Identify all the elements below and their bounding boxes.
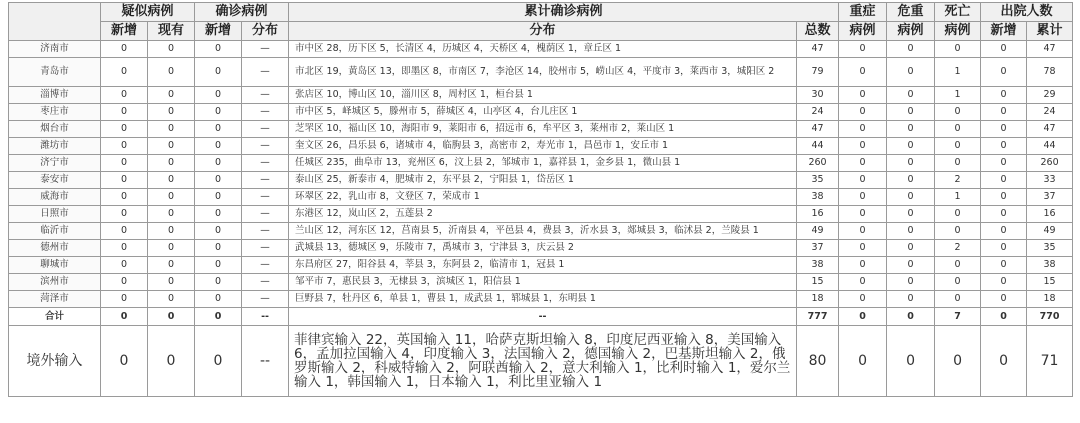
death-cases: 2 bbox=[935, 172, 981, 189]
confirmed-distribution: — bbox=[242, 41, 289, 58]
discharged-new: 0 bbox=[981, 274, 1027, 291]
city-name: 日照市 bbox=[9, 206, 101, 223]
confirmed-distribution: — bbox=[242, 121, 289, 138]
table-row bbox=[9, 58, 1073, 87]
confirmed-distribution: — bbox=[242, 291, 289, 308]
suspected-existing: 0 bbox=[148, 87, 195, 104]
suspected-existing: 0 bbox=[148, 223, 195, 240]
city-name: 济宁市 bbox=[9, 155, 101, 172]
discharged-header: 出院人数 bbox=[981, 3, 1073, 22]
critical-cases: 0 bbox=[887, 121, 935, 138]
cumulative-total: 44 bbox=[797, 138, 839, 155]
confirmed-new: 0 bbox=[195, 155, 242, 172]
cumulative-total: 47 bbox=[797, 121, 839, 138]
discharged-cumulative: 47 bbox=[1027, 41, 1073, 58]
suspected-existing: 0 bbox=[148, 138, 195, 155]
table-row bbox=[9, 172, 1073, 189]
confirmed-distribution-header: 分布 bbox=[242, 22, 289, 41]
death-cases: 2 bbox=[935, 240, 981, 257]
total-cumulative-total: 777 bbox=[797, 308, 839, 326]
foreign-death: 0 bbox=[935, 326, 981, 397]
confirmed-distribution: — bbox=[242, 274, 289, 291]
foreign-discharged-cumulative: 71 bbox=[1027, 326, 1073, 397]
suspected-existing-header: 现有 bbox=[148, 22, 195, 41]
city-name: 威海市 bbox=[9, 189, 101, 206]
suspected-header: 疑似病例 bbox=[101, 3, 195, 22]
confirmed-new: 0 bbox=[195, 223, 242, 240]
cumulative-distribution: 邹平市 7，惠民县 3，无棣县 3，滨城区 1，阳信县 1 bbox=[289, 274, 797, 291]
confirmed-new: 0 bbox=[195, 206, 242, 223]
suspected-new-header: 新增 bbox=[101, 22, 148, 41]
death-header: 死亡 bbox=[935, 3, 981, 22]
confirmed-new: 0 bbox=[195, 87, 242, 104]
death-cases: 0 bbox=[935, 41, 981, 58]
suspected-new: 0 bbox=[101, 240, 148, 257]
foreign-confirmed-distribution: -- bbox=[242, 326, 289, 397]
discharged-new: 0 bbox=[981, 240, 1027, 257]
suspected-new: 0 bbox=[101, 206, 148, 223]
suspected-existing: 0 bbox=[148, 257, 195, 274]
cumulative-distribution: 东昌府区 27，阳谷县 4，莘县 3，东阿县 2，临清市 1，冠县 1 bbox=[289, 257, 797, 274]
confirmed-header: 确诊病例 bbox=[195, 3, 289, 22]
cumulative-header: 累计确诊病例 bbox=[289, 3, 839, 22]
city-name: 滨州市 bbox=[9, 274, 101, 291]
cumulative-distribution: 巨野县 7，牡丹区 6，单县 1，曹县 1，成武县 1，郓城县 1，东明县 1 bbox=[289, 291, 797, 308]
critical-cases: 0 bbox=[887, 58, 935, 87]
epidemic-data-table bbox=[8, 2, 1073, 397]
confirmed-distribution: — bbox=[242, 104, 289, 121]
city-header bbox=[9, 3, 101, 41]
total-suspected-new: 0 bbox=[101, 308, 148, 326]
discharged-cumulative: 33 bbox=[1027, 172, 1073, 189]
discharged-new: 0 bbox=[981, 58, 1027, 87]
city-name: 青岛市 bbox=[9, 58, 101, 87]
cumulative-distribution: 奎文区 26，昌乐县 6，诸城市 4，临朐县 3，高密市 2，寿光市 1，昌邑市 1，安丘市 1 bbox=[289, 138, 797, 155]
critical-cases: 0 bbox=[887, 138, 935, 155]
discharged-new: 0 bbox=[981, 172, 1027, 189]
city-name: 临沂市 bbox=[9, 223, 101, 240]
critical-cases: 0 bbox=[887, 240, 935, 257]
death-cases: 1 bbox=[935, 189, 981, 206]
confirmed-new-header: 新增 bbox=[195, 22, 242, 41]
city-name: 淄博市 bbox=[9, 87, 101, 104]
confirmed-new: 0 bbox=[195, 291, 242, 308]
confirmed-new: 0 bbox=[195, 104, 242, 121]
severe-cases: 0 bbox=[839, 121, 887, 138]
cumulative-total: 79 bbox=[797, 58, 839, 87]
discharged-cumulative: 47 bbox=[1027, 121, 1073, 138]
discharged-cumulative: 16 bbox=[1027, 206, 1073, 223]
table-row bbox=[9, 274, 1073, 291]
death-cases: 0 bbox=[935, 223, 981, 240]
confirmed-new: 0 bbox=[195, 172, 242, 189]
suspected-new: 0 bbox=[101, 189, 148, 206]
severe-cases: 0 bbox=[839, 155, 887, 172]
suspected-existing: 0 bbox=[148, 240, 195, 257]
table-row bbox=[9, 121, 1073, 138]
table-wrapper bbox=[8, 2, 1072, 397]
total-severe: 0 bbox=[839, 308, 887, 326]
critical-cases: 0 bbox=[887, 41, 935, 58]
city-name: 枣庄市 bbox=[9, 104, 101, 121]
severe-cases: 0 bbox=[839, 41, 887, 58]
discharged-cumulative: 38 bbox=[1027, 257, 1073, 274]
confirmed-distribution: — bbox=[242, 240, 289, 257]
discharged-new-header: 新增 bbox=[981, 22, 1027, 41]
death-cases: 0 bbox=[935, 291, 981, 308]
suspected-existing: 0 bbox=[148, 155, 195, 172]
discharged-new: 0 bbox=[981, 291, 1027, 308]
table-header bbox=[9, 3, 1073, 41]
critical-header: 危重 bbox=[887, 3, 935, 22]
death-cases: 0 bbox=[935, 121, 981, 138]
confirmed-new: 0 bbox=[195, 240, 242, 257]
suspected-existing: 0 bbox=[148, 274, 195, 291]
discharged-cumulative: 15 bbox=[1027, 274, 1073, 291]
suspected-new: 0 bbox=[101, 291, 148, 308]
confirmed-new: 0 bbox=[195, 138, 242, 155]
cumulative-total: 37 bbox=[797, 240, 839, 257]
foreign-cumulative-total: 80 bbox=[797, 326, 839, 397]
suspected-existing: 0 bbox=[148, 172, 195, 189]
cumulative-total: 49 bbox=[797, 223, 839, 240]
critical-cases-header: 病例 bbox=[887, 22, 935, 41]
cumulative-distribution: 兰山区 12，河东区 12，莒南县 5，沂南县 4，平邑县 4，费县 3，沂水县 3，郯城县 3，临沭县 2，兰陵县 1 bbox=[289, 223, 797, 240]
table-row bbox=[9, 206, 1073, 223]
confirmed-distribution: — bbox=[242, 58, 289, 87]
table-row bbox=[9, 257, 1073, 274]
death-cases-header: 病例 bbox=[935, 22, 981, 41]
discharged-new: 0 bbox=[981, 206, 1027, 223]
severe-cases: 0 bbox=[839, 172, 887, 189]
discharged-cumulative: 24 bbox=[1027, 104, 1073, 121]
foreign-import-row bbox=[9, 326, 1073, 397]
confirmed-distribution: — bbox=[242, 155, 289, 172]
critical-cases: 0 bbox=[887, 274, 935, 291]
cumulative-distribution: 市中区 5，峄城区 5，滕州市 5，薛城区 4，山亭区 4，台儿庄区 1 bbox=[289, 104, 797, 121]
cumulative-distribution: 张店区 10，博山区 10，淄川区 8，周村区 1，桓台县 1 bbox=[289, 87, 797, 104]
foreign-confirmed-new: 0 bbox=[195, 326, 242, 397]
severe-header: 重症 bbox=[839, 3, 887, 22]
total-cumulative-distribution: -- bbox=[289, 308, 797, 326]
death-cases: 0 bbox=[935, 274, 981, 291]
confirmed-new: 0 bbox=[195, 41, 242, 58]
cumulative-total: 24 bbox=[797, 104, 839, 121]
discharged-cumulative: 37 bbox=[1027, 189, 1073, 206]
discharged-cumulative: 29 bbox=[1027, 87, 1073, 104]
discharged-new: 0 bbox=[981, 138, 1027, 155]
critical-cases: 0 bbox=[887, 257, 935, 274]
critical-cases: 0 bbox=[887, 172, 935, 189]
table-body bbox=[9, 41, 1073, 397]
severe-cases: 0 bbox=[839, 274, 887, 291]
foreign-suspected-new: 0 bbox=[101, 326, 148, 397]
total-discharged-new: 0 bbox=[981, 308, 1027, 326]
confirmed-distribution: — bbox=[242, 138, 289, 155]
critical-cases: 0 bbox=[887, 206, 935, 223]
discharged-cumulative: 78 bbox=[1027, 58, 1073, 87]
total-confirmed-distribution: -- bbox=[242, 308, 289, 326]
death-cases: 0 bbox=[935, 138, 981, 155]
cumulative-total: 38 bbox=[797, 189, 839, 206]
city-name: 烟台市 bbox=[9, 121, 101, 138]
city-name: 泰安市 bbox=[9, 172, 101, 189]
city-name: 聊城市 bbox=[9, 257, 101, 274]
confirmed-distribution: — bbox=[242, 206, 289, 223]
severe-cases: 0 bbox=[839, 58, 887, 87]
foreign-critical: 0 bbox=[887, 326, 935, 397]
cumulative-distribution: 泰山区 25，新泰市 4，肥城市 2，东平县 2，宁阳县 1，岱岳区 1 bbox=[289, 172, 797, 189]
confirmed-new: 0 bbox=[195, 121, 242, 138]
cumulative-total: 15 bbox=[797, 274, 839, 291]
total-discharged-cumulative: 770 bbox=[1027, 308, 1073, 326]
cumulative-distribution: 东港区 12，岚山区 2，五莲县 2 bbox=[289, 206, 797, 223]
discharged-new: 0 bbox=[981, 121, 1027, 138]
table-row bbox=[9, 240, 1073, 257]
total-confirmed-new: 0 bbox=[195, 308, 242, 326]
severe-cases: 0 bbox=[839, 87, 887, 104]
critical-cases: 0 bbox=[887, 155, 935, 172]
severe-cases: 0 bbox=[839, 257, 887, 274]
severe-cases-header: 病例 bbox=[839, 22, 887, 41]
critical-cases: 0 bbox=[887, 223, 935, 240]
cumulative-total: 38 bbox=[797, 257, 839, 274]
city-name: 德州市 bbox=[9, 240, 101, 257]
critical-cases: 0 bbox=[887, 87, 935, 104]
severe-cases: 0 bbox=[839, 104, 887, 121]
city-name: 潍坊市 bbox=[9, 138, 101, 155]
discharged-new: 0 bbox=[981, 104, 1027, 121]
suspected-new: 0 bbox=[101, 104, 148, 121]
confirmed-distribution: — bbox=[242, 189, 289, 206]
discharged-new: 0 bbox=[981, 41, 1027, 58]
suspected-new: 0 bbox=[101, 172, 148, 189]
suspected-existing: 0 bbox=[148, 291, 195, 308]
confirmed-distribution: — bbox=[242, 257, 289, 274]
table-row bbox=[9, 41, 1073, 58]
critical-cases: 0 bbox=[887, 104, 935, 121]
discharged-new: 0 bbox=[981, 189, 1027, 206]
foreign-cumulative-distribution: 菲律宾输入 22，英国输入 11，哈萨克斯坦输入 8，印度尼西亚输入 8，美国输入 6，孟加拉国输入 4，印度输入 3，法国输入 2，德国输入 2，巴基斯坦输入 2，俄罗斯输入 2，科威特输入 2，阿联酋输入 2，意大利输入 1，比利时输入 1，爱尔兰输入 1，韩国输入 1，日本输入 1，利比里亚输入 1 bbox=[289, 326, 797, 397]
suspected-new: 0 bbox=[101, 41, 148, 58]
cumulative-distribution: 市中区 28，历下区 5，长清区 4，历城区 4，天桥区 4，槐荫区 1，章丘区 1 bbox=[289, 41, 797, 58]
cumulative-total-header: 总数 bbox=[797, 22, 839, 41]
table-row bbox=[9, 291, 1073, 308]
total-critical: 0 bbox=[887, 308, 935, 326]
death-cases: 1 bbox=[935, 87, 981, 104]
total-death: 7 bbox=[935, 308, 981, 326]
discharged-cumulative: 18 bbox=[1027, 291, 1073, 308]
suspected-new: 0 bbox=[101, 155, 148, 172]
table-row bbox=[9, 223, 1073, 240]
suspected-existing: 0 bbox=[148, 206, 195, 223]
cumulative-distribution: 芝罘区 10，福山区 10，海阳市 9，莱阳市 6，招远市 6，牟平区 3，莱州市 2，莱山区 1 bbox=[289, 121, 797, 138]
cumulative-distribution-header: 分布 bbox=[289, 22, 797, 41]
cumulative-distribution: 环翠区 22，乳山市 8，文登区 7，荣成市 1 bbox=[289, 189, 797, 206]
death-cases: 0 bbox=[935, 206, 981, 223]
discharged-cumulative: 35 bbox=[1027, 240, 1073, 257]
confirmed-new: 0 bbox=[195, 189, 242, 206]
discharged-new: 0 bbox=[981, 87, 1027, 104]
suspected-new: 0 bbox=[101, 257, 148, 274]
critical-cases: 0 bbox=[887, 189, 935, 206]
cumulative-distribution: 武城县 13，德城区 9，乐陵市 7，禹城市 3，宁津县 3，庆云县 2 bbox=[289, 240, 797, 257]
table-row bbox=[9, 189, 1073, 206]
confirmed-new: 0 bbox=[195, 257, 242, 274]
foreign-discharged-new: 0 bbox=[981, 326, 1027, 397]
severe-cases: 0 bbox=[839, 223, 887, 240]
severe-cases: 0 bbox=[839, 240, 887, 257]
cumulative-total: 47 bbox=[797, 41, 839, 58]
total-label: 合计 bbox=[9, 308, 101, 326]
death-cases: 0 bbox=[935, 155, 981, 172]
confirmed-distribution: — bbox=[242, 172, 289, 189]
cumulative-distribution: 市北区 19，黄岛区 13，即墨区 8，市南区 7，李沧区 14，胶州市 5，崂山区 4，平度市 3，莱西市 3，城阳区 2 bbox=[289, 58, 797, 87]
foreign-severe: 0 bbox=[839, 326, 887, 397]
foreign-suspected-existing: 0 bbox=[148, 326, 195, 397]
death-cases: 0 bbox=[935, 257, 981, 274]
suspected-new: 0 bbox=[101, 121, 148, 138]
severe-cases: 0 bbox=[839, 189, 887, 206]
confirmed-new: 0 bbox=[195, 274, 242, 291]
table-row bbox=[9, 155, 1073, 172]
suspected-existing: 0 bbox=[148, 104, 195, 121]
table-row bbox=[9, 87, 1073, 104]
total-suspected-existing: 0 bbox=[148, 308, 195, 326]
critical-cases: 0 bbox=[887, 291, 935, 308]
suspected-new: 0 bbox=[101, 87, 148, 104]
discharged-cumulative: 49 bbox=[1027, 223, 1073, 240]
confirmed-new: 0 bbox=[195, 58, 242, 87]
foreign-label: 境外输入 bbox=[9, 326, 101, 397]
discharged-new: 0 bbox=[981, 155, 1027, 172]
severe-cases: 0 bbox=[839, 138, 887, 155]
confirmed-distribution: — bbox=[242, 87, 289, 104]
cumulative-total: 18 bbox=[797, 291, 839, 308]
discharged-new: 0 bbox=[981, 257, 1027, 274]
severe-cases: 0 bbox=[839, 291, 887, 308]
suspected-existing: 0 bbox=[148, 121, 195, 138]
discharged-cumulative: 44 bbox=[1027, 138, 1073, 155]
suspected-new: 0 bbox=[101, 274, 148, 291]
death-cases: 1 bbox=[935, 58, 981, 87]
death-cases: 0 bbox=[935, 104, 981, 121]
suspected-existing: 0 bbox=[148, 58, 195, 87]
suspected-new: 0 bbox=[101, 223, 148, 240]
total-row bbox=[9, 308, 1073, 326]
cumulative-total: 35 bbox=[797, 172, 839, 189]
cumulative-total: 30 bbox=[797, 87, 839, 104]
severe-cases: 0 bbox=[839, 206, 887, 223]
suspected-existing: 0 bbox=[148, 41, 195, 58]
suspected-new: 0 bbox=[101, 138, 148, 155]
city-name: 菏泽市 bbox=[9, 291, 101, 308]
cumulative-distribution: 任城区 235，曲阜市 13，兖州区 6，汶上县 2，邹城市 1，嘉祥县 1，金乡县 1，微山县 1 bbox=[289, 155, 797, 172]
discharged-cumulative: 260 bbox=[1027, 155, 1073, 172]
suspected-existing: 0 bbox=[148, 189, 195, 206]
table-row bbox=[9, 104, 1073, 121]
suspected-new: 0 bbox=[101, 58, 148, 87]
discharged-cumulative-header: 累计 bbox=[1027, 22, 1073, 41]
cumulative-total: 16 bbox=[797, 206, 839, 223]
table-row bbox=[9, 138, 1073, 155]
city-name: 济南市 bbox=[9, 41, 101, 58]
cumulative-total: 260 bbox=[797, 155, 839, 172]
discharged-new: 0 bbox=[981, 223, 1027, 240]
confirmed-distribution: — bbox=[242, 223, 289, 240]
